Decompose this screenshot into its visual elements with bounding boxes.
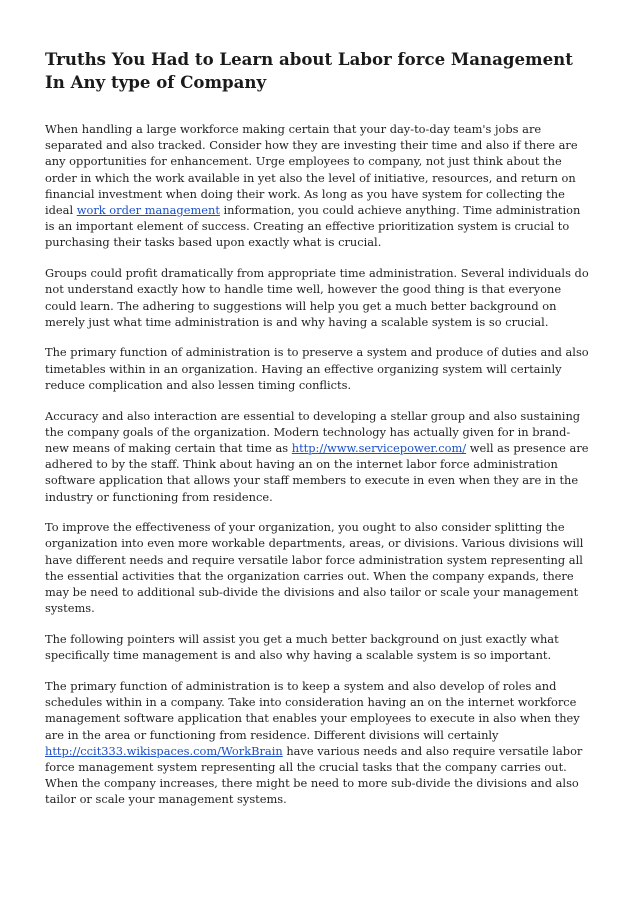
paragraph-1-text-after: information, you could achieve anything. Time administration is an important element of success. Creating an effective prioritization system is crucial to purchasing their tasks based upon exactly what is crucial. — [45, 203, 581, 250]
paragraph-6: The following pointers will assist you get a much better background on just exactly what specifically time management is and also why having a scalable system is so important. — [45, 631, 559, 663]
paragraph-1 — [45, 121, 593, 251]
paragraph-4-text-before: Accuracy and also interaction are essential to developing a stellar group and also sustaining the company goals of the organization. Modern technology has actually given for in brand-new means of making certain that time as — [45, 408, 581, 455]
paragraph-3: The primary function of administration is to preserve a system and produce of duties and also timetables within in an organization. Having an effective organizing system will certainly reduce complication and also lessen timing conflicts. — [45, 345, 589, 392]
paragraph-7 — [45, 678, 593, 808]
paragraph-4 — [45, 408, 593, 505]
paragraph-2: Groups could profit dramatically from appropriate time administration. Several individuals do not understand exactly how to handle time well, however the good thing is that everyone could learn. The adhering to suggestions will help you get a much better background on merely just what time administration is and why having a scalable system is so crucial. — [45, 266, 589, 329]
servicepower-link[interactable]: http://www.servicepower.com/ — [291, 440, 467, 455]
paragraph-4-text-after: well as presence are adhered to by the staff. Think about having an on the internet labor force administration software application that allows your staff members to execute in even when they are in the industry or functioning from residence. — [45, 440, 589, 504]
paragraph-7-text-after: have various needs and also require versatile labor force management system representing all the crucial tasks that the company carries out. When the company increases, there might be need to more sub-divide the divisions and also tailor or scale your management systems. — [45, 743, 583, 807]
paragraph-7-text-before: The primary function of administration is to keep a system and also develop of roles and schedules within in a company. Take into consideration having an on the internet workforce management software application that enables your employees to execute in also when they are in the area or functioning from residence. Different divisions will certainly — [45, 678, 580, 742]
work-order-management-link[interactable]: work order management — [76, 203, 220, 218]
document-title: Truths You Had to Learn about Labor force Management In Any type of Company — [45, 49, 573, 92]
paragraph-5: To improve the effectiveness of your organization, you ought to also consider splitting the organization into even more workable departments, areas, or divisions. Various divisions will have different needs and require versatile labor force administration system representing all the essential activities that the organization carries out. When the company expands, there may be need to additional sub-divide the divisions and also tailor or scale your management systems. — [45, 520, 584, 616]
document-page — [45, 48, 593, 822]
wikispaces-workbrain-link[interactable]: http://ccit333.wikispaces.com/WorkBrain — [45, 743, 283, 758]
paragraph-1-text-before: When handling a large workforce making certain that your day-to-day team's jobs are separated and also tracked. Consider how they are investing their time and also if there are any opportunities for enhancement. Urge employees to company, not just think about the order in which the work available in yet also the level of initiative, resources, and return on financial investment when doing their work. As long as you have system for collecting the ideal — [45, 122, 578, 218]
